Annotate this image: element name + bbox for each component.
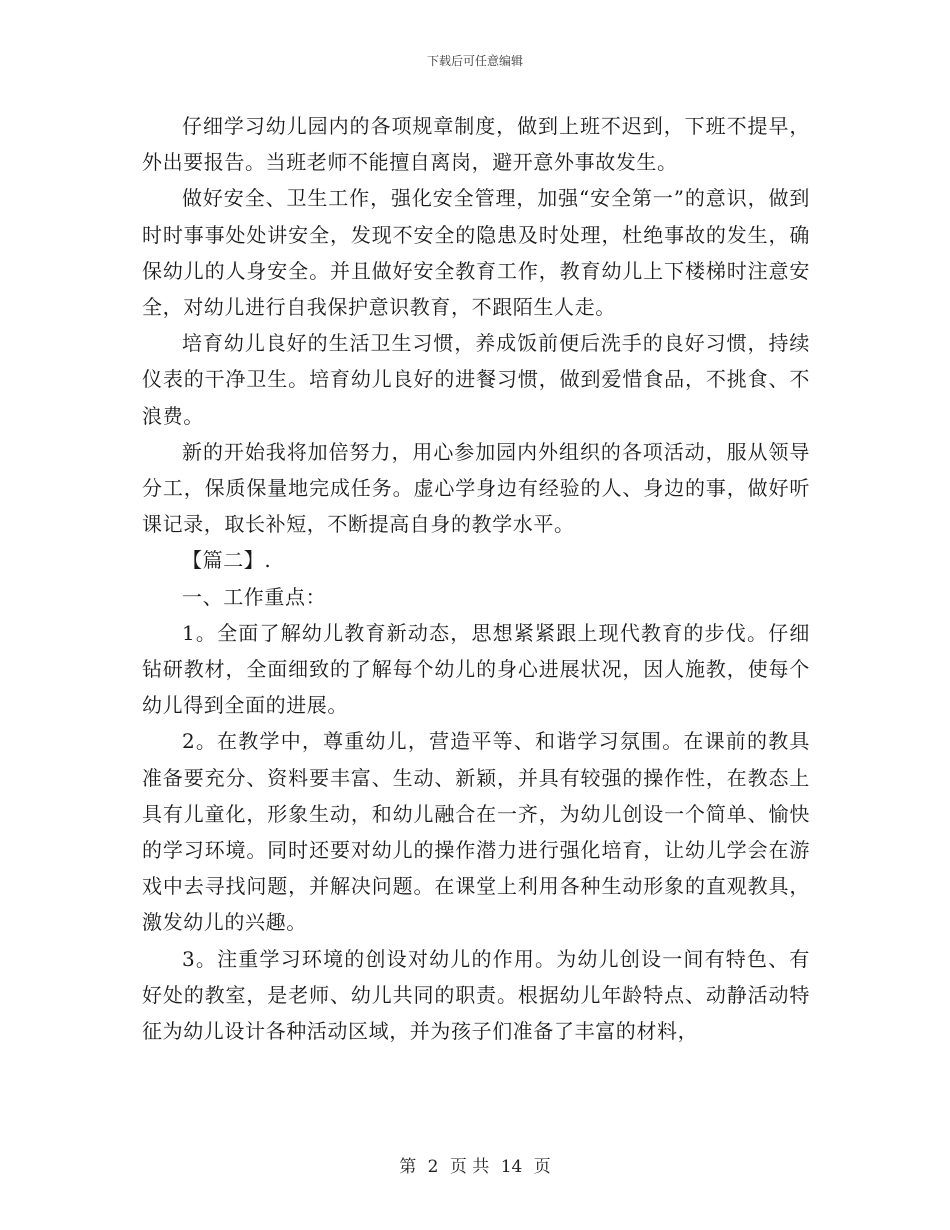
paragraph-rules: 仔细学习幼儿园内的各项规章制度，做到上班不迟到，下班不提早，外出要报告。当班老师不能擅自离岗，避开意外事故发生。 [142,114,810,175]
section-heading-part-two: 【篇二】. [182,548,272,573]
section-heading-work-focus: 一、工作重点： [182,584,327,609]
paragraph-effort: 新的开始我将加倍努力，用心参加园内外组织的各项活动，服从领导分工，保质保量地完成任务。虚心学身边有经验的人、身边的事，做好听课记录，取长补短，不断提高自身的教学水平。 [142,439,810,537]
paragraph-safety: 做好安全、卫生工作，强化安全管理，加强“安全第一”的意识，做到时时事事处处讲安全，发现不安全的隐患及时处理，杜绝事故的发生，确保幼儿的人身安全。并且做好安全教育工作，教育幼儿上下楼梯时注意安全，对幼儿进行自我保护意识教育，不跟陌生人走。 [142,186,810,320]
document-body [142,108,810,1049]
paragraph-item-3: 3。注重学习环境的创设对幼儿的作用。为幼儿创设一间有特色、有好处的教室，是老师、幼儿共同的职责。根据幼儿年龄特点、动静活动特征为幼儿设计各种活动区域，并为孩子们准备了丰富的材料， [142,946,810,1044]
footer-middle: 页 共 [449,1157,490,1177]
page-footer [0,1152,950,1177]
footer-current-page: 2 [427,1157,439,1177]
paragraph-hygiene: 培育幼儿良好的生活卫生习惯，养成饭前便后洗手的良好习惯，持续仪表的干净卫生。培育幼儿良好的进餐习惯，做到爱惜食品，不挑食、不浪费。 [142,331,810,428]
paragraph-item-2: 2。在教学中，尊重幼儿，营造平等、和谐学习氛围。在课前的教具准备要充分、资料要丰富、生动、新颖，并具有较强的操作性，在教态上具有儿童化，形象生动，和幼儿融合在一齐，为幼儿创设一个简单、愉快的学习环境。同时还要对幼儿的操作潜力进行强化培育，让幼儿学会在游戏中去寻找问题，并解决问题。在课堂上利用各种生动形象的直观教具，激发幼儿的兴趣。 [142,729,810,935]
page-header-note: 下载后可任意编辑 [426,54,523,68]
footer-prefix: 第 [399,1157,417,1177]
footer-suffix: 页 [533,1157,551,1177]
footer-total-pages: 14 [500,1157,523,1177]
paragraph-item-1: 1。全面了解幼儿教育新动态，思想紧紧跟上现代教育的步伐。仔细钻研教材，全面细致的了解每个幼儿的身心进展状况，因人施教，使每个幼儿得到全面的进展。 [142,620,810,718]
